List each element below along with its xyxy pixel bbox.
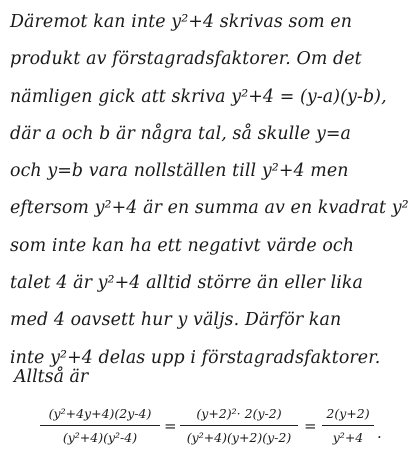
fraction-2-numerator: (y+2)²· 2(y-2) xyxy=(196,406,282,421)
text-line: med 4 oavsett hur y väljs. Därför kan xyxy=(10,310,342,331)
text-line: eftersom y²+4 är en summa av en kvadrat y² xyxy=(10,198,409,219)
fraction-2-denominator: (y²+4)(y+2)(y-2) xyxy=(186,430,292,445)
equation xyxy=(40,400,410,460)
fraction-2-bar xyxy=(180,425,298,426)
summary-label: Alltså är xyxy=(14,367,89,387)
fraction-2 xyxy=(180,400,298,460)
text-line: inte y²+4 delas upp i förstagradsfaktorer. xyxy=(10,347,381,368)
text-line: och y=b vara nollställen till y²+4 men xyxy=(10,161,349,182)
text-line: produkt av förstagradsfaktorer. Om det xyxy=(10,49,362,70)
equals-sign: = xyxy=(164,417,177,435)
paragraph xyxy=(10,4,415,377)
text-line: nämligen gick att skriva y²+4 = (y-a)(y-b), xyxy=(10,86,387,107)
fraction-3 xyxy=(322,400,374,460)
text-line: talet 4 är y²+4 alltid större än eller lika xyxy=(10,273,363,294)
text-line: Däremot kan inte y²+4 skrivas som en xyxy=(10,12,353,32)
fraction-1-denominator: (y²+4)(y²-4) xyxy=(62,430,138,445)
fraction-1-numerator: (y²+4y+4)(2y-4) xyxy=(48,406,152,421)
fraction-3-bar xyxy=(322,425,374,426)
fraction-1-bar xyxy=(40,425,160,426)
equals-sign: = xyxy=(304,417,317,435)
fraction-1 xyxy=(40,400,160,460)
fraction-3-numerator: 2(y+2) xyxy=(326,406,370,421)
text-line: som inte kan ha ett negativt värde och xyxy=(10,235,355,256)
text-line: där a och b är några tal, så skulle y=a xyxy=(10,123,352,144)
fraction-3-denominator: y²+4 xyxy=(332,430,364,445)
period: . xyxy=(377,424,382,442)
